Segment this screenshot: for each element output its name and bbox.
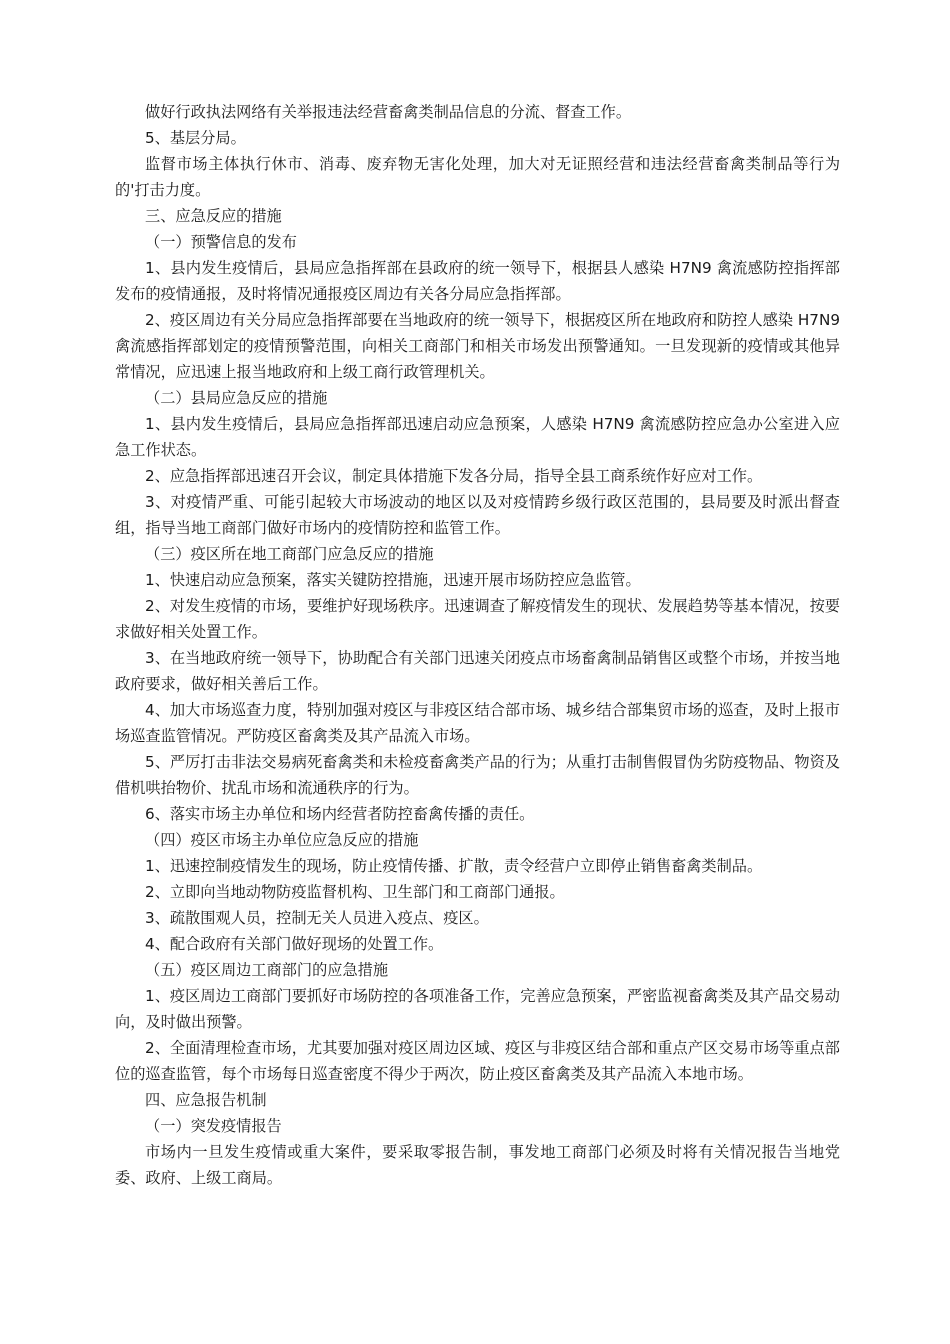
paragraph: 3、疏散围观人员，控制无关人员进入疫点、疫区。 bbox=[145, 909, 489, 927]
paragraph: 2、应急指挥部迅速召开会议，制定具体措施下发各分局，指导全县工商系统作好应对工作。 bbox=[145, 467, 763, 485]
paragraph: 2、对发生疫情的市场，要维护好现场秩序。迅速调查了解疫情发生的现状、发展趋势等基本情况，按要求做好相关处置工作。 bbox=[115, 597, 840, 641]
paragraph: 市场内一旦发生疫情或重大案件，要采取零报告制，事发地工商部门必须及时将有关情况报告当地党委、政府、上级工商局。 bbox=[115, 1143, 840, 1187]
section-heading: 三、应急反应的措施 bbox=[145, 207, 282, 225]
paragraph: 2、立即向当地动物防疫监督机构、卫生部门和工商部门通报。 bbox=[145, 883, 565, 901]
paragraph: 1、快速启动应急预案，落实关键防控措施，迅速开展市场防控应急监管。 bbox=[145, 571, 641, 589]
paragraph: 做好行政执法网络有关举报违法经营畜禽类制品信息的分流、督查工作。 bbox=[145, 103, 631, 121]
paragraph: 监督市场主体执行休市、消毒、废弃物无害化处理，加大对无证照经营和违法经营畜禽类制品等行为的'打击力度。 bbox=[115, 155, 840, 199]
paragraph: 4、配合政府有关部门做好现场的处置工作。 bbox=[145, 935, 444, 953]
subsection-heading: （三）疫区所在地工商部门应急反应的措施 bbox=[145, 545, 434, 563]
document-body bbox=[115, 99, 840, 1191]
subsection-heading: （一）预警信息的发布 bbox=[145, 233, 297, 251]
paragraph: 6、落实市场主办单位和场内经营者防控畜禽传播的责任。 bbox=[145, 805, 535, 823]
paragraph: 2、全面清理检查市场，尤其要加强对疫区周边区域、疫区与非疫区结合部和重点产区交易市场等重点部位的巡查监管，每个市场每日巡查密度不得少于两次，防止疫区畜禽类及其产品流入本地市场。 bbox=[115, 1039, 840, 1083]
subsection-heading: （二）县局应急反应的措施 bbox=[145, 389, 328, 407]
paragraph: 3、在当地政府统一领导下，协助配合有关部门迅速关闭疫点市场畜禽制品销售区或整个市场，并按当地政府要求，做好相关善后工作。 bbox=[115, 649, 840, 693]
section-heading: 四、应急报告机制 bbox=[145, 1091, 267, 1109]
paragraph: 1、县内发生疫情后，县局应急指挥部迅速启动应急预案，人感染 H7N9 禽流感防控应急办公室进入应急工作状态。 bbox=[115, 415, 840, 459]
paragraph: 1、县内发生疫情后，县局应急指挥部在县政府的统一领导下，根据县人感染 H7N9 禽流感防控指挥部发布的疫情通报，及时将情况通报疫区周边有关各分局应急指挥部。 bbox=[115, 259, 840, 303]
paragraph: 1、迅速控制疫情发生的现场，防止疫情传播、扩散，责令经营户立即停止销售畜禽类制品。 bbox=[145, 857, 763, 875]
subsection-heading: （五）疫区周边工商部门的应急措施 bbox=[145, 961, 388, 979]
paragraph: 5、严厉打击非法交易病死畜禽类和未检疫畜禽类产品的行为；从重打击制售假冒伪劣防疫物品、物资及借机哄抬物价、扰乱市场和流通秩序的行为。 bbox=[115, 753, 840, 797]
subsection-heading: （一）突发疫情报告 bbox=[145, 1117, 282, 1135]
section-heading: 5、基层分局。 bbox=[145, 129, 246, 147]
paragraph: 2、疫区周边有关分局应急指挥部要在当地政府的统一领导下，根据疫区所在地政府和防控人感染 H7N9 禽流感指挥部划定的疫情预警范围，向相关工商部门和相关市场发出预警通知。一旦发现新的疫情或其他异常情况，应迅速上报当地政府和上级工商行政管理机关。 bbox=[115, 311, 840, 381]
paragraph: 1、疫区周边工商部门要抓好市场防控的各项准备工作，完善应急预案，严密监视畜禽类及其产品交易动向，及时做出预警。 bbox=[115, 987, 840, 1031]
paragraph: 3、对疫情严重、可能引起较大市场波动的地区以及对疫情跨乡级行政区范围的，县局要及时派出督查组，指导当地工商部门做好市场内的疫情防控和监管工作。 bbox=[115, 493, 840, 537]
subsection-heading: （四）疫区市场主办单位应急反应的措施 bbox=[145, 831, 419, 849]
paragraph: 4、加大市场巡查力度，特别加强对疫区与非疫区结合部市场、城乡结合部集贸市场的巡查，及时上报市场巡查监管情况。严防疫区畜禽类及其产品流入市场。 bbox=[115, 701, 840, 745]
